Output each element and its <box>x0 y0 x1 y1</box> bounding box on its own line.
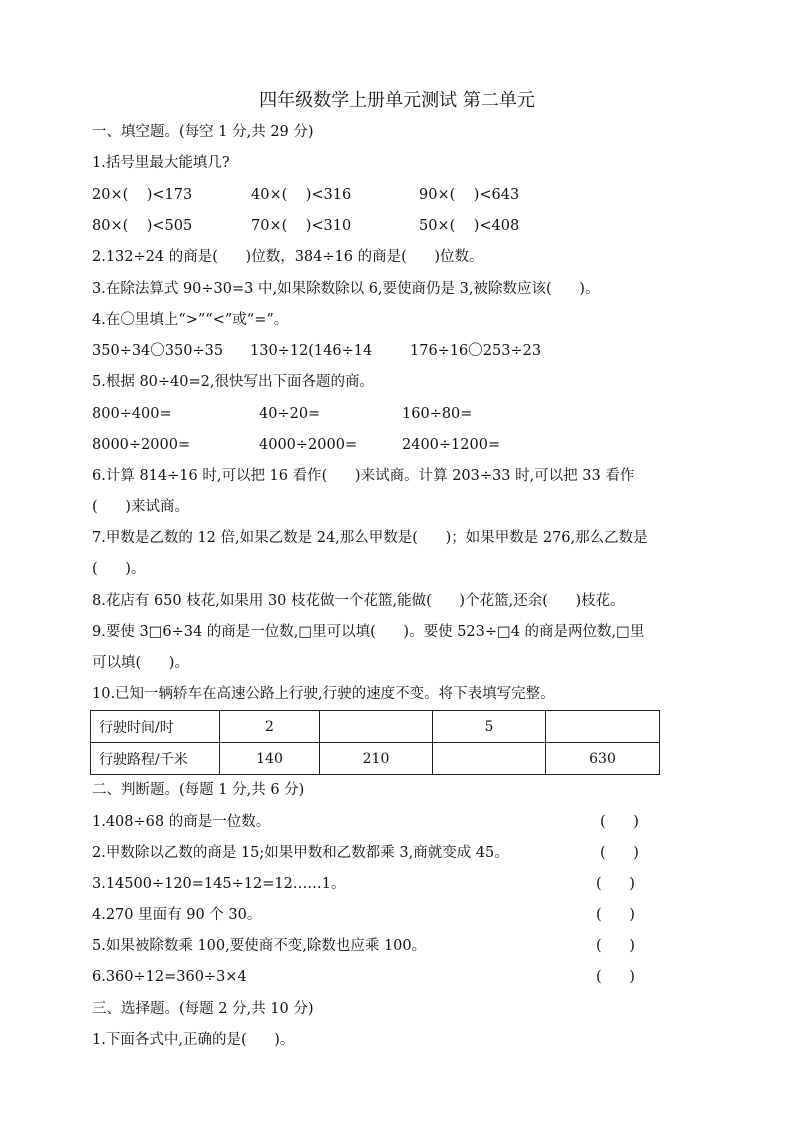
q7-text-cont: ( )。 <box>92 561 146 577</box>
q4-item: 176÷16〇253÷23 <box>410 343 542 359</box>
q10-text: 10.已知一辆轿车在高速公路上行驶,行驶的速度不变。将下表填写完整。 <box>92 686 555 702</box>
section2-heading: 二、判断题。(每题 1 分,共 6 分) <box>92 782 305 798</box>
q9-text: 9.要使 3□6÷34 的商是一位数,□里可以填( )。要使 523÷□4 的商是两位数,□里 <box>92 624 645 640</box>
table-cell-blank[interactable] <box>433 743 546 775</box>
table-row <box>91 743 660 775</box>
table-cell-blank[interactable] <box>546 711 660 743</box>
judge-item-2: 2.甲数除以乙数的商是 15;如果甲数和乙数都乘 3,商就变成 45。 <box>92 845 509 861</box>
table-cell: 140 <box>220 743 320 775</box>
judge-item-6: 6.360÷12=360÷3×4 <box>92 969 247 985</box>
q4-text: 4.在〇里填上“>”“<”或“=”。 <box>92 312 289 328</box>
q5-item: 160÷80= <box>402 406 473 422</box>
q3-text: 3.在除法算式 90÷30=3 中,如果除数除以 6,要使商仍是 3,被除数应该( )。 <box>92 281 600 297</box>
table-cell: 5 <box>433 711 546 743</box>
q6-text: 6.计算 814÷16 时,可以把 16 看作( )来试商。计算 203÷33 时,可以把 33 看作 <box>92 468 635 484</box>
q1-item: 70×( )<310 <box>251 218 352 234</box>
q1-item: 80×( )<505 <box>92 218 193 234</box>
judge-paren-6[interactable]: ( ) <box>596 969 635 985</box>
q5-text: 5.根据 80÷40=2,很快写出下面各题的商。 <box>92 374 374 390</box>
judge-paren-3[interactable]: ( ) <box>596 876 635 892</box>
q9-text-cont: 可以填( )。 <box>92 655 189 671</box>
judge-item-3: 3.14500÷120=145÷12=12……1。 <box>92 876 346 892</box>
page-title: 四年级数学上册单元测试 第二单元 <box>259 90 535 111</box>
q5-item: 40÷20= <box>259 406 321 422</box>
table-cell: 行驶时间/时 <box>91 711 220 743</box>
q5-item: 800÷400= <box>92 406 172 422</box>
q1-text: 1.括号里最大能填几? <box>92 155 230 171</box>
choice-q1-text: 1.下面各式中,正确的是( )。 <box>92 1032 295 1048</box>
q1-item: 90×( )<643 <box>419 187 520 203</box>
q6-text-cont: ( )来试商。 <box>92 499 189 515</box>
q5-item: 8000÷2000= <box>92 437 191 453</box>
q8-text: 8.花店有 650 枝花,如果用 30 枝花做一个花篮,能做( )个花篮,还余( )枝花。 <box>92 593 625 609</box>
table-cell: 210 <box>320 743 433 775</box>
q5-item: 2400÷1200= <box>402 437 501 453</box>
speed-table <box>90 710 659 774</box>
judge-paren-4[interactable]: ( ) <box>596 907 635 923</box>
table-row <box>91 711 660 743</box>
q4-item: 350÷34〇350÷35 <box>92 343 224 359</box>
judge-item-1: 1.408÷68 的商是一位数。 <box>92 814 271 830</box>
judge-paren-5[interactable]: ( ) <box>596 938 635 954</box>
judge-item-5: 5.如果被除数乘 100,要使商不变,除数也应乘 100。 <box>92 938 427 954</box>
judge-item-4: 4.270 里面有 90 个 30。 <box>92 907 262 923</box>
q5-item: 4000÷2000= <box>259 437 358 453</box>
section3-heading: 三、选择题。(每题 2 分,共 10 分) <box>92 1001 314 1017</box>
q1-item: 40×( )<316 <box>251 187 352 203</box>
table-cell: 2 <box>220 711 320 743</box>
table-cell: 行驶路程/千米 <box>91 743 220 775</box>
q4-item: 130÷12(146÷14 <box>250 343 373 359</box>
judge-paren-1[interactable]: ( ) <box>600 814 639 830</box>
section1-heading: 一、填空题。(每空 1 分,共 29 分) <box>92 124 314 140</box>
q1-item: 50×( )<408 <box>419 218 520 234</box>
q2-text: 2.132÷24 的商是( )位数，384÷16 的商是( )位数。 <box>92 249 484 265</box>
table-cell: 630 <box>546 743 660 775</box>
table-cell-blank[interactable] <box>320 711 433 743</box>
q1-item: 20×( )<173 <box>92 187 193 203</box>
q7-text: 7.甲数是乙数的 12 倍,如果乙数是 24,那么甲数是( )；如果甲数是 276,那么乙数是 <box>92 530 648 546</box>
judge-paren-2[interactable]: ( ) <box>600 845 639 861</box>
